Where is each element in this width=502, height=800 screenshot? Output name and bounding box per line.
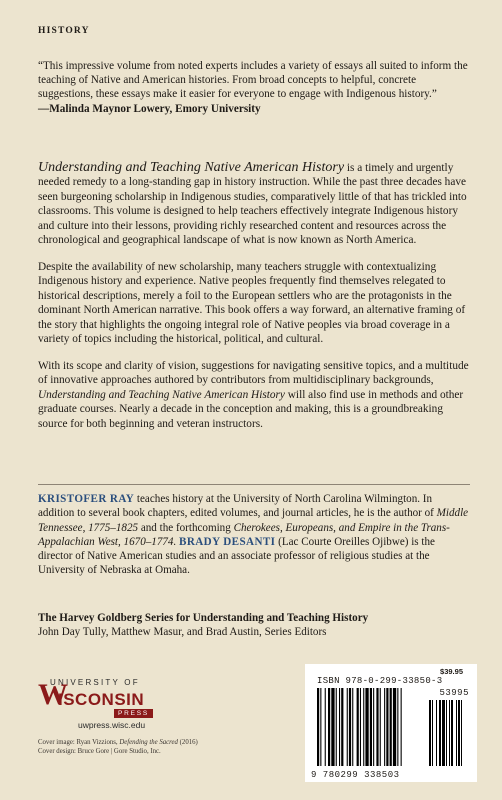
bio-book-1: Middle Tennessee, 1775–1825 xyxy=(38,507,469,534)
genre-label: HISTORY xyxy=(38,26,90,36)
editor-bios xyxy=(38,492,470,578)
editor-name-desanti: BRADY DESANTI xyxy=(179,535,276,548)
series-title: The Harvey Goldberg Series for Understanding and Teaching History xyxy=(38,612,369,624)
description-p3-text-b: will also find use in methods and other graduate courses. Nearly a decade in the conception and making, this is a groundbreaking source for both beginning and veteran instructors. xyxy=(38,388,464,430)
book-title-lead: Understanding and Teaching Native American History xyxy=(38,160,345,175)
isbn-label: ISBN 978-0-299-33850-3 xyxy=(317,676,443,686)
series-editors: John Day Tully, Matthew Masur, and Brad Austin, Series Editors xyxy=(38,626,327,639)
price-label: $39.95 xyxy=(440,667,463,676)
barcode-addon-digits: 53995 xyxy=(439,688,469,698)
publisher-url: uwpress.wisc.edu xyxy=(78,720,146,730)
publisher-logo xyxy=(38,676,188,736)
quote-text: “This impressive volume from noted experts includes a variety of essays all suited to inform the teaching of Native and American histories. From broad concepts to helpful, concrete suggestions, these essays make it easier for everyone to engage with Indigenous history.” xyxy=(38,60,468,101)
endorsement-quote xyxy=(38,59,468,116)
description-paragraph-1 xyxy=(38,161,470,247)
ean-digits: 9 780299 338503 xyxy=(311,770,400,780)
cover-design-credit: Cover design: Bruce Gore | Gore Studio, Inc. xyxy=(38,748,161,755)
book-description xyxy=(38,161,470,443)
barcode-icon xyxy=(317,688,465,770)
bio-book-2: Cherokees, Europeans, and Empire in the Trans-Appalachian West, 1670–1774. xyxy=(38,521,450,548)
description-p3-title: Understanding and Teaching Native American History xyxy=(38,388,285,401)
cover-image-credit xyxy=(38,738,278,747)
bio-text-2: and the forthcoming xyxy=(138,521,234,534)
series-info xyxy=(38,611,478,639)
bio-text-3: (Lac Courte Oreilles Ojibwe) is the director of Native American studies and an associate professor of religious studies at the University of Nebraska at Omaha. xyxy=(38,535,435,577)
quote-attribution: —Malinda Maynor Lowery, Emory University xyxy=(38,102,261,115)
description-p1-text: is a timely and urgently needed remedy to a long-standing gap in history instruction. While the past three decades have seen burgeoning scholarship in Indigenous studies, comparatively little of that has trickled into classrooms. This volume is designed to help teachers effectively integrate Indigenous history and culture into their lessons, providing richly researched content and resources across the chronological and geographical landscape of what is now known as North America. xyxy=(38,162,467,247)
cover-image-prefix: Cover image: Ryan Vizzions, xyxy=(38,739,120,746)
logo-wisconsin: ISCONSIN xyxy=(58,690,145,709)
barcode-panel xyxy=(305,664,477,782)
bio-text-1: teaches history at the University of North Carolina Wilmington. In addition to several book chapters, edited volumes, and journal articles, he is the author of xyxy=(38,493,437,520)
description-paragraph-3 xyxy=(38,359,470,431)
cover-image-suffix: (2016) xyxy=(177,739,198,746)
cover-credits xyxy=(38,738,278,756)
logo-university-of: UNIVERSITY OF xyxy=(50,678,140,687)
logo-w-letter: W xyxy=(38,678,68,711)
logo-press: PRESS xyxy=(114,709,153,718)
section-divider xyxy=(38,484,470,485)
editor-name-ray: KRISTOFER RAY xyxy=(38,493,135,505)
description-paragraph-2: Despite the availability of new scholarship, many teachers struggle with contextualizing Indigenous history and experience. Native peoples frequently find themselves relegated to historical descriptions, merely a foil to the European settlers who are the protagonists in the dominant North American narrative. This book offers a way forward, an alternative framing of the story that highlights the ongoing integral role of Native peoples via broad coverage in a variety of topics including the historical, political, and cultural. xyxy=(38,260,466,345)
cover-image-title: Defending the Sacred xyxy=(119,739,178,746)
description-p3-text-a: With its scope and clarity of vision, suggestions for navigating sensitive topics, and a multitude of innovative approaches authored by contributors from multidisciplinary backgrounds, xyxy=(38,359,469,387)
